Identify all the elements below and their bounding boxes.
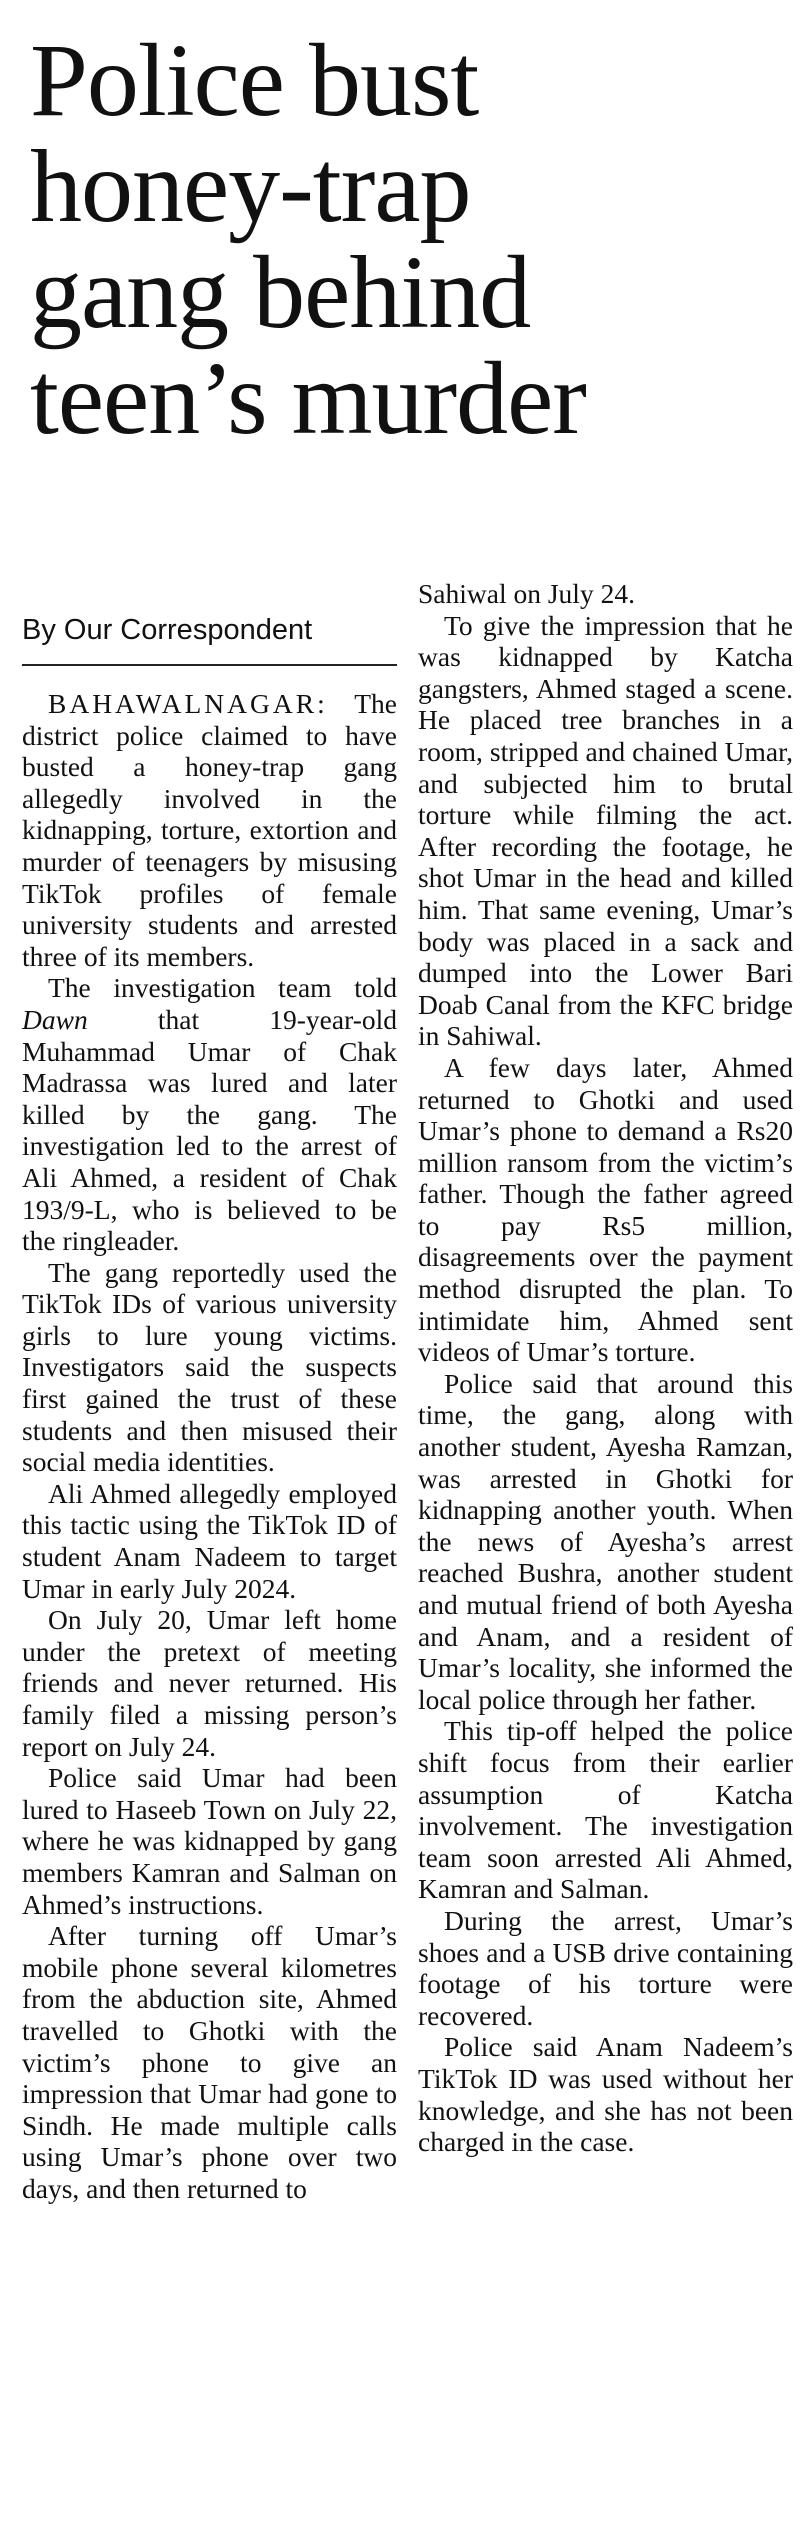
publication-name: Dawn: [22, 1003, 88, 1035]
byline: By Our Correspondent: [22, 614, 313, 646]
headline-line-4: teen’s murder: [30, 341, 586, 456]
paragraph-1: [22, 688, 397, 972]
paragraph-7-continued: Sahiwal on July 24.: [418, 578, 635, 609]
paragraph-10: Police said that around this time, the gang, along with another student, Ayesha Ramzan, was arrested in Ghotki for kidnapping another youth. When the news of Ayesha’s arrest reached Bushra, another student and mutual friend of both Ayesha and Anam, and a resident of Umar’s locality, she informed the local police through her father.: [418, 1367, 793, 1715]
dateline: BAHAWALNAGAR:: [48, 688, 328, 719]
paragraph-8: To give the impression that he was kidnapped by Katcha gangsters, Ahmed staged a scene. He placed tree branches in a room, stripped and chained Umar, and subjected him to brutal torture while filming the act. After recording the footage, he shot Umar in the head and killed him. That same evening, Umar’s body was placed in a sack and dumped into the Lower Bari Doab Canal from the KFC bridge in Sahiwal.: [418, 609, 793, 1052]
paragraph-4: Ali Ahmed allegedly employed this tactic using the TikTok ID of student Anam Nadeem to target Umar in early July 2024.: [22, 1477, 397, 1604]
paragraph-3: The gang reportedly used the TikTok IDs of various university girls to lure young victims. Investigators said the suspects first gained the trust of these students and then misused their social media identities.: [22, 1256, 397, 1478]
paragraph-9: A few days later, Ahmed returned to Ghotki and used Umar’s phone to demand a Rs20 million ransom from the victim’s father. Though the father agreed to pay Rs5 million, disagreements over the payment method disrupted the plan. To intimidate him, Ahmed sent videos of Umar’s torture.: [418, 1051, 793, 1368]
headline: [30, 23, 790, 456]
paragraph-2-text-b: that 19-year-old Muhammad Umar of Chak Madrassa was lured and later killed by the gang. The investigation led to the arrest of Ali Ahmed, a resident of Chak 193/9-L, who is believed to be the ringleader.: [22, 1003, 397, 1257]
paragraph-11: This tip-off helped the police shift focus from their earlier assumption of Katcha involvement. The investigation team soon arrested Ali Ahmed, Kamran and Salman.: [418, 1715, 793, 1905]
paragraph-13: Police said Anam Nadeem’s TikTok ID was used without her knowledge, and she has not been charged in the case.: [418, 2031, 793, 2158]
article-column-left: [22, 688, 397, 2205]
paragraph-5: On July 20, Umar left home under the pretext of meeting friends and never returned. His family filed a missing person’s report on July 24.: [22, 1604, 397, 1762]
headline-line-1: Police bust: [30, 23, 479, 138]
headline-line-3: gang behind: [30, 235, 531, 350]
paragraph-1-text: The district police claimed to have busted a honey-trap gang allegedly involved in the kidnapping, torture, extortion and murder of teenagers by misusing TikTok profiles of female university students and arrested three of its members.: [22, 688, 397, 972]
article-column-right: [418, 578, 793, 2158]
byline-divider: [22, 664, 397, 666]
paragraph-12: During the arrest, Umar’s shoes and a USB drive containing footage of his torture were recovered.: [418, 1904, 793, 2031]
paragraph-6: Police said Umar had been lured to Haseeb Town on July 22, where he was kidnapped by gang members Kamran and Salman on Ahmed’s instructions.: [22, 1762, 397, 1920]
paragraph-2: [22, 972, 397, 1256]
paragraph-7: After turning off Umar’s mobile phone several kilometres from the abduction site, Ahmed travelled to Ghotki with the victim’s phone to give an impression that Umar had gone to Sindh. He made multiple calls using Umar’s phone over two days, and then returned to: [22, 1920, 397, 2204]
paragraph-2-text-a: The investigation team told: [48, 972, 397, 1004]
headline-line-2: honey-trap: [30, 129, 471, 244]
